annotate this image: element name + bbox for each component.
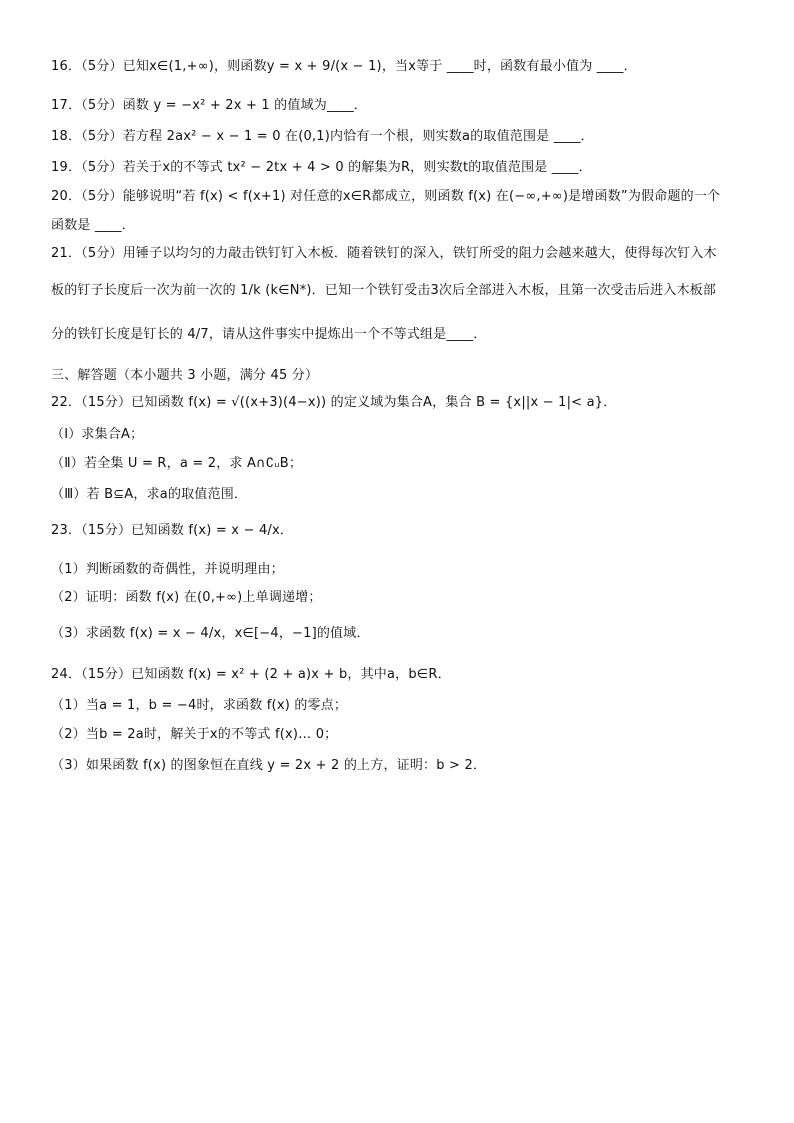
- question-19: 19．（5分）若关于x的不等式 tx² − 2tx + 4 > 0 的解集为R，则实数t的取值范围是 ____．: [51, 160, 592, 175]
- question-20-line-1: 20．（5分）能够说明“若 f(x) < f(x+1) 对任意的x∈R都成立，则函数 f(x) 在(−∞,+∞)是增函数”为假命题的一个: [51, 189, 721, 204]
- question-24-part-2: （2）当b = 2a时，解关于x的不等式 f(x)… 0；: [51, 727, 338, 742]
- question-23-part-1: （1）判断函数的奇偶性，并说明理由；: [51, 562, 284, 577]
- section-heading-solutions: 三、解答题（本小题共 3 小题，满分 45 分）: [51, 368, 319, 383]
- question-21-line-2: 板的钉子长度后一次为前一次的 1/k (k∈N*)．已知一个铁钉受击3次后全部进入木板，且第一次受击后进入木板部: [51, 283, 717, 298]
- question-23-part-2: （2）证明：函数 f(x) 在(0,+∞)上单调递增；: [51, 590, 322, 605]
- question-22-part-1: （Ⅰ）求集合A；: [51, 427, 144, 442]
- question-21-line-1: 21．（5分）用锤子以均匀的力敲击铁钉钉入木板．随着铁钉的深入，铁钉所受的阻力会越来越大，使得每次钉入木: [51, 246, 717, 261]
- question-16: 16．（5分）已知x∈(1,+∞)，则函数y = x + 9/(x − 1)，当x等于 ____时，函数有最小值为 ____．: [51, 59, 637, 74]
- question-22-part-2: （Ⅱ）若全集 U = R，a = 2，求 A∩∁ᵤB；: [51, 456, 303, 471]
- question-23-part-3: （3）求函数 f(x) = x − 4/x，x∈[−4，−1]的值域．: [51, 626, 370, 641]
- question-22: 22．（15分）已知函数 f(x) = √((x+3)(4−x)) 的定义域为集合A，集合 B = {x||x − 1|< a}．: [51, 395, 617, 410]
- question-24: 24．（15分）已知函数 f(x) = x² + (2 + a)x + b，其中a，b∈R．: [51, 667, 451, 682]
- question-17: 17．（5分）函数 y = −x² + 2x + 1 的值域为____．: [51, 98, 367, 113]
- question-18: 18．（5分）若方程 2ax² − x − 1 = 0 在(0,1)内恰有一个根，则实数a的取值范围是 ____．: [51, 129, 594, 144]
- question-24-part-3: （3）如果函数 f(x) 的图象恒在直线 y = 2x + 2 的上方，证明：b > 2．: [51, 758, 487, 773]
- question-22-part-3: （Ⅲ）若 B⊆A，求a的取值范围．: [51, 487, 248, 502]
- question-20-line-2: 函数是 ____．: [51, 218, 135, 233]
- question-23: 23．（15分）已知函数 f(x) = x − 4/x．: [51, 523, 294, 538]
- question-21-line-3: 分的铁钉长度是钉长的 4/7，请从这件事实中提炼出一个不等式组是____．: [51, 327, 487, 342]
- question-24-part-1: （1）当a = 1，b = −4时，求函数 f(x) 的零点；: [51, 698, 348, 713]
